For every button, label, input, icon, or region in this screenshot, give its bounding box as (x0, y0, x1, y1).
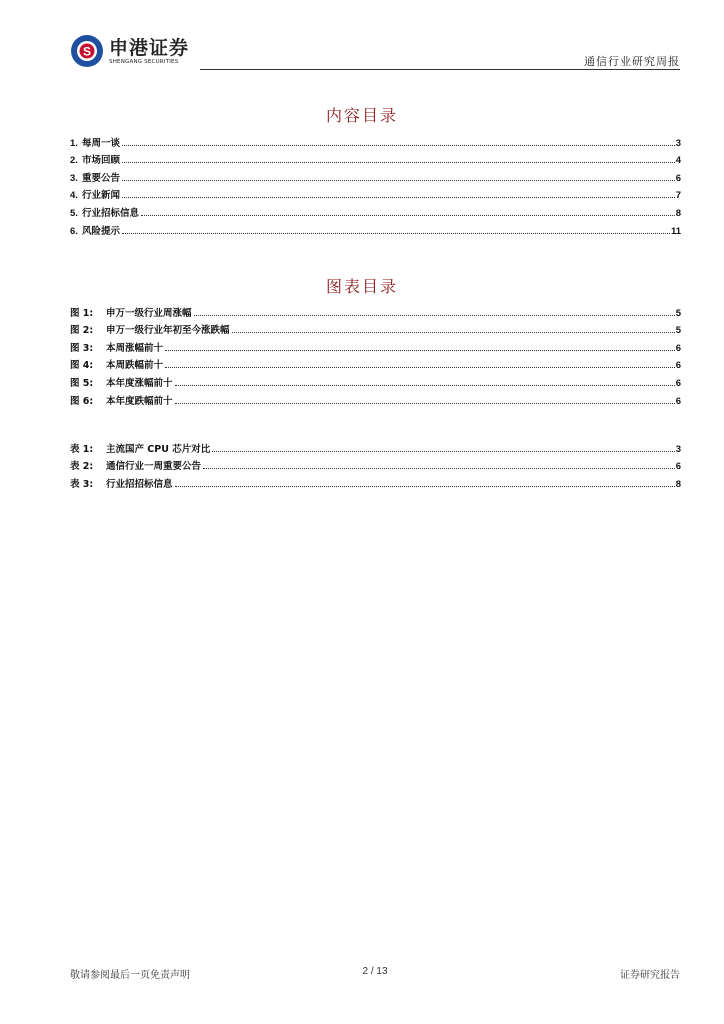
figure-list-item[interactable] (70, 389, 681, 407)
figure-number: 图 3: (70, 342, 94, 354)
toc-item-number: 6. (70, 225, 78, 237)
page-ref: 7 (675, 190, 681, 202)
toc-item[interactable] (70, 201, 681, 219)
figure-label: 申万一级行业周涨幅 (106, 307, 192, 319)
toc-item-label: 重要公告 (81, 172, 120, 184)
dot-leader (212, 451, 674, 452)
page-ref: 6 (675, 172, 681, 184)
table-list (70, 437, 681, 490)
dot-leader (203, 468, 675, 469)
figure-label: 本周跌幅前十 (106, 360, 164, 372)
toc-item[interactable] (70, 149, 681, 167)
figure-label: 行业招招标信息 (106, 478, 173, 490)
brand-name-en: SHENGANG SECURITIES (109, 58, 179, 65)
dot-leader (175, 403, 675, 404)
figure-label: 主流国产 CPU 芯片对比 (106, 443, 211, 455)
figure-label: 申万一级行业年初至今涨跌幅 (106, 325, 230, 337)
dot-leader (175, 385, 675, 386)
page-header (70, 34, 680, 74)
toc-item-number: 5. (70, 207, 78, 219)
toc-item[interactable] (70, 131, 681, 149)
figure-list-item[interactable] (70, 472, 681, 490)
page-ref: 8 (675, 207, 681, 219)
figures-title: 图表目录 (325, 277, 398, 296)
figure-number: 图 2: (70, 325, 94, 337)
figure-label: 本周涨幅前十 (106, 342, 164, 354)
toc-item-label: 每周一谈 (81, 137, 120, 149)
svg-text:S: S (82, 44, 92, 59)
toc-item-label: 行业招标信息 (81, 207, 139, 219)
toc-item-label: 市场回顾 (81, 155, 120, 167)
figure-list-item[interactable] (70, 336, 681, 354)
dot-leader (194, 315, 675, 316)
figure-label: 通信行业一周重要公告 (106, 461, 202, 473)
dot-leader (122, 233, 670, 234)
figure-list-item[interactable] (70, 437, 681, 455)
figure-list-item[interactable] (70, 371, 681, 389)
figure-number: 表 2: (70, 461, 94, 473)
dot-leader (165, 367, 675, 368)
page-ref: 5 (675, 325, 681, 337)
dot-leader (122, 180, 675, 181)
figure-list-item[interactable] (70, 301, 681, 319)
document-type: 证券研究报告 (620, 970, 680, 981)
figure-number: 图 5: (70, 377, 94, 389)
page-ref: 6 (675, 342, 681, 354)
logo-icon (70, 34, 104, 68)
toc-item-label: 行业新闻 (81, 190, 120, 202)
dot-leader (141, 215, 675, 216)
contents-list (70, 131, 681, 237)
toc-item[interactable] (70, 219, 681, 237)
dot-leader (122, 145, 675, 146)
page-ref: 4 (675, 155, 681, 167)
toc-item[interactable] (70, 166, 681, 184)
header-divider (200, 69, 680, 70)
toc-item-number: 4. (70, 190, 78, 202)
figure-list-item[interactable] (70, 455, 681, 473)
toc-item-number: 1. (70, 137, 78, 149)
company-logo (70, 34, 189, 68)
page-ref: 5 (675, 307, 681, 319)
figure-number: 表 3: (70, 478, 94, 490)
page-ref: 6 (675, 461, 681, 473)
figure-number: 图 6: (70, 395, 94, 407)
figure-number: 图 1: (70, 307, 94, 319)
brand-name-cn: 申港证券 (109, 36, 190, 59)
page-ref: 8 (675, 478, 681, 490)
dot-leader (122, 197, 675, 198)
dot-leader (175, 486, 675, 487)
dot-leader (122, 162, 675, 163)
dot-leader (165, 350, 675, 351)
figure-number: 图 4: (70, 360, 94, 372)
dot-leader (232, 332, 675, 333)
page-ref: 11 (670, 225, 681, 237)
toc-item-label: 风险提示 (81, 225, 120, 237)
contents-title: 内容目录 (325, 106, 398, 125)
disclaimer-note: 敬请参阅最后一页免责声明 (70, 970, 190, 981)
toc-item-number: 2. (70, 155, 78, 167)
figure-label: 本年度涨幅前十 (106, 377, 173, 389)
toc-item-number: 3. (70, 172, 78, 184)
page-number: 2 / 13 (362, 966, 388, 977)
figure-label: 本年度跌幅前十 (106, 395, 173, 407)
figure-number: 表 1: (70, 443, 94, 455)
toc-item[interactable] (70, 184, 681, 202)
page-ref: 6 (675, 377, 681, 389)
page-ref: 3 (675, 443, 681, 455)
page-ref: 3 (675, 137, 681, 149)
chart-list (70, 301, 681, 407)
page-ref: 6 (675, 360, 681, 372)
figure-list-item[interactable] (70, 319, 681, 337)
figure-list-item[interactable] (70, 354, 681, 372)
report-type: 通信行业研究周报 (584, 55, 680, 68)
page-ref: 6 (675, 395, 681, 407)
